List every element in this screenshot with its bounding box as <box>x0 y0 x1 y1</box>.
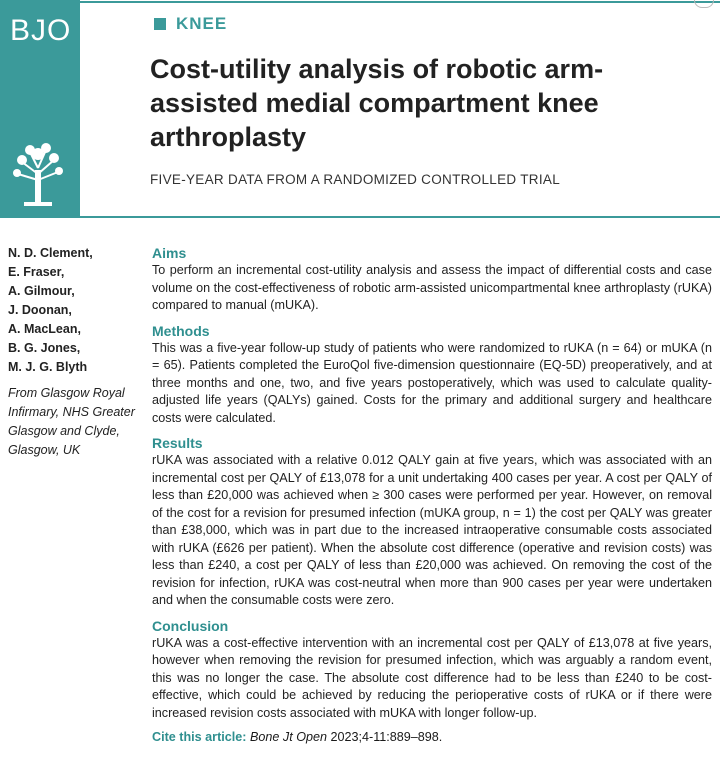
header-rule <box>80 216 720 218</box>
article-title: Cost-utility analysis of robotic arm-assisted medial compartment knee arthroplasty <box>150 54 604 152</box>
methods-heading: Methods <box>152 322 210 339</box>
section-square-icon <box>154 18 166 30</box>
journal-logo: BJO <box>10 14 72 47</box>
abstract <box>152 244 712 744</box>
affiliation: From Glasgow Royal Infirmary, NHS Greater Glasgow and Clyde, Glasgow, UK <box>8 386 135 457</box>
results-heading: Results <box>152 435 203 451</box>
journal-sidebar-band <box>0 0 80 218</box>
cite-journal: Bone Jt Open <box>249 730 327 744</box>
cite-label: Cite this article: <box>152 730 250 744</box>
author: B. G. Jones, <box>8 341 81 355</box>
conclusion-body: rUKA was a cost-effective intervention with an incremental cost per QALY of £13,078 at five years, however when removing the revision for presumed infection, which was arguably a random event, this was no longer the case. The absolute cost difference had to be less than £240 to be cost-effective, which could be achieved by reducing the perioperative costs of rUKA or if there were increased revision costs associated with mUKA with longer follow-up. <box>152 635 712 720</box>
author: J. Doonan, <box>8 303 72 317</box>
author: E. Fraser, <box>8 265 65 279</box>
section-tag <box>154 14 227 34</box>
aims-heading: Aims <box>152 245 187 261</box>
article-subtitle: FIVE-YEAR DATA FROM A RANDOMIZED CONTROLLED TRIAL <box>150 172 561 187</box>
methods-body: This was a five-year follow-up study of patients who were randomized to rUKA (n = 64) or mUKA (n = 65). Patients completed the EuroQol five-dimension questionnaire (EQ-5D) preoperatively, and at three months and one, two, and five years postoperatively, which was used to calculate quality-adjusted life years (QALYs) gained. Costs for the primary and additional surgery and healthcare costs were calculated. <box>152 340 712 425</box>
aims-body: To perform an incremental cost-utility analysis and assess the impact of differential costs and case volume on the cost-effectiveness of robotic arm-assisted unicompartmental knee arthroplasty (rUKA) compared to manual (mUKA). <box>152 263 712 312</box>
results-body: rUKA was associated with a relative 0.012 QALY gain at five years, which was associated with an incremental cost per QALY of £13,078 for a unit undertaking 400 cases per year. A cost per QALY of less than £20,000 was achieved when ≥ 300 cases were performed per year. However, on removal of the cost for a revision for presumed infection (mUKA group, n = 1) the cost per QALY was greater than £38,000, which was in part due to the increased intraoperative consumable costs associated with rUKA (£626 per patient). When the absolute cost difference (operative and revision costs) was less than £240, a cost per QALY of less than £20,000 was achieved. On removing the cost of the revision for infection, rUKA was cost-neutral when more than 900 cases per year were undertaken and when the consumable costs were zero. <box>152 453 712 607</box>
section-label: KNEE <box>176 14 228 33</box>
article-header <box>80 0 720 218</box>
author: M. J. G. Blyth <box>8 360 88 374</box>
author: A. MacLean, <box>8 322 81 336</box>
tree-logo-icon <box>8 140 68 210</box>
author: A. Gilmour, <box>8 284 75 298</box>
author: N. D. Clement, <box>8 246 93 260</box>
author-list <box>8 244 143 377</box>
citation <box>152 730 712 744</box>
cite-reference: 2023;4-11:889–898. <box>327 730 443 744</box>
conclusion-heading: Conclusion <box>152 617 229 634</box>
